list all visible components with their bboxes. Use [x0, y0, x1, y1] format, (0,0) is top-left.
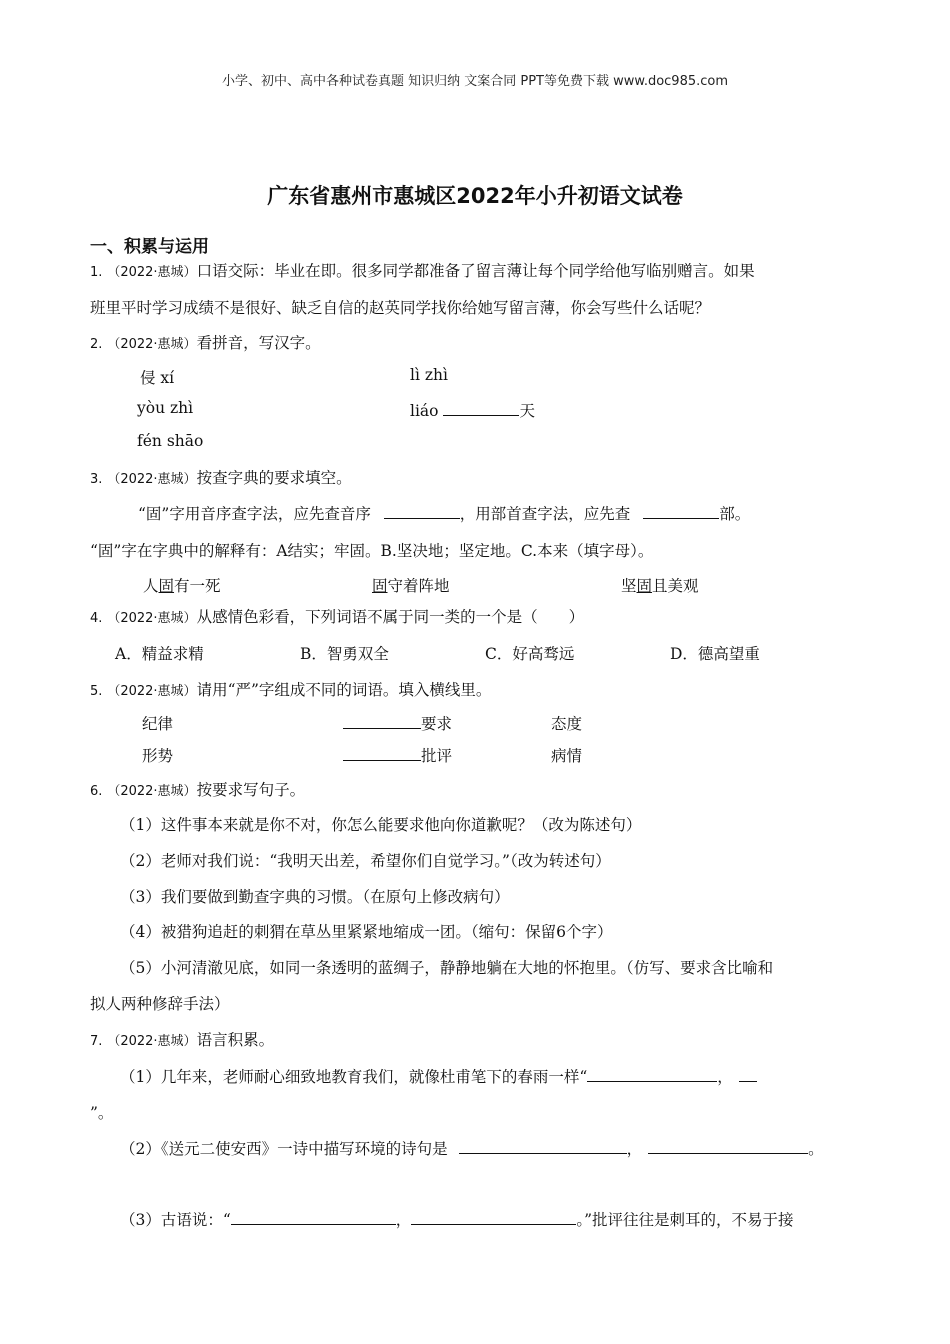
question-5: [90, 678, 491, 700]
answer-blank[interactable]: [587, 1067, 717, 1082]
q6-sub-5: （5）小河清澈见底，如同一条透明的蓝绸子，静静地躺在大地的怀抱里。（仿写、要求含比喻和: [120, 959, 774, 977]
q3-word-2: [372, 574, 450, 596]
pinyin-item: fén shāo: [137, 432, 204, 450]
q7-p3: （3）古语说：“: [120, 1211, 231, 1229]
q4-text: 从感情色彩看，下列词语不属于同一类的一个是（ ）: [196, 608, 585, 626]
yan-word: 态度: [551, 715, 583, 733]
q2-number: 2.: [90, 337, 103, 352]
page-title: 广东省惠州市惠城区2022年小升初语文试卷: [267, 184, 683, 208]
w1c: 有一死: [174, 577, 221, 595]
q6-sub-2: （2）老师对我们说：“我明天出差，希望你们自觉学习。”（改为转述句）: [120, 852, 611, 870]
answer-blank[interactable]: [459, 1139, 627, 1154]
w2b: 守着阵地: [387, 577, 450, 595]
q5-number: 5.: [90, 684, 103, 699]
q3-source: （2022·惠城）: [107, 472, 197, 487]
question-6: [90, 778, 305, 800]
yan-word: [343, 744, 452, 766]
question-7: [90, 1028, 274, 1050]
yan-word: [343, 712, 452, 734]
option-c[interactable]: C．好高骛远: [485, 645, 575, 663]
q3-word-1: [143, 574, 221, 596]
q7-sub-1-cont: ”。: [90, 1104, 114, 1122]
q7-text: 语言积累。: [196, 1031, 275, 1049]
q7-p1: （1）几年来，老师耐心细致地教育我们，就像杜甫笔下的春雨一样“: [120, 1068, 588, 1086]
yan-word: 形势: [142, 747, 174, 765]
q6-sub-4: （4）被猎狗追赶的刺猬在草丛里紧紧地缩成一团。（缩句：保留6个字）: [120, 923, 613, 941]
yan-word: 纪律: [142, 715, 174, 733]
answer-blank[interactable]: [343, 714, 421, 729]
pinyin-item: lì zhì: [410, 366, 448, 384]
page-header: 小学、初中、高中各种试卷真题 知识归纳 文案合同 PPT等免费下载 www.doc985.com: [221, 74, 729, 89]
section-heading: 一、积累与运用: [90, 237, 209, 257]
pinyin-item: 侵 xí: [140, 369, 175, 387]
q3-l1a: “固”字用音序查字法，应先查音序: [138, 505, 371, 523]
q3-word-3: [621, 574, 699, 596]
q3-l1b: ，用部首查字法，应先查: [459, 505, 631, 523]
pinyin-liao: liáo: [410, 402, 439, 420]
answer-blank[interactable]: [411, 1210, 576, 1225]
q2-source: （2022·惠城）: [107, 337, 197, 352]
q2-text: 看拼音，写汉字。: [196, 334, 321, 352]
pinyin-item: [410, 399, 535, 421]
q7-source: （2022·惠城）: [107, 1034, 197, 1049]
q1-number: 1.: [90, 265, 103, 280]
q7-p3b: ，: [395, 1211, 412, 1229]
q3-l1c: 部。: [719, 505, 751, 523]
q1-line1: 口语交际：毕业在即。很多同学都准备了留言薄让每个同学给他写临别赠言。如果: [196, 262, 755, 280]
answer-blank[interactable]: [343, 746, 421, 761]
q3-line2: “固”字在字典中的解释有：A结实；牢固。B.坚决地；坚定地。C.本来（填字母）。: [90, 542, 654, 560]
w3b: 固: [636, 577, 653, 595]
w2a: 固: [372, 577, 388, 595]
pinyin-item: yòu zhì: [137, 399, 194, 417]
q4-number: 4.: [90, 611, 103, 626]
question-2: [90, 331, 321, 353]
yan-word: 病情: [551, 747, 583, 765]
answer-blank[interactable]: [384, 504, 460, 519]
answer-blank[interactable]: [231, 1210, 396, 1225]
q1-source: （2022·惠城）: [107, 265, 197, 280]
q7-p3c: 。”批评往往是刺耳的，不易于接: [576, 1211, 794, 1229]
w1a: 人: [143, 577, 159, 595]
q3-text: 按查字典的要求填空。: [196, 469, 352, 487]
option-b[interactable]: B．智勇双全: [300, 645, 389, 663]
q7-p2b: ，: [626, 1140, 643, 1158]
q3-line1: [138, 502, 750, 524]
question-3: [90, 466, 352, 488]
q4-source: （2022·惠城）: [107, 611, 197, 626]
answer-blank[interactable]: [443, 401, 519, 416]
q3-number: 3.: [90, 472, 103, 487]
answer-blank[interactable]: [648, 1139, 808, 1154]
q7-p2c: 。: [808, 1140, 824, 1158]
q7-p1b: ，: [717, 1068, 733, 1086]
answer-blank[interactable]: [643, 504, 719, 519]
question-4: [90, 605, 584, 627]
option-a[interactable]: A．精益求精: [115, 645, 204, 663]
w3a: 坚: [621, 577, 637, 595]
q6-text: 按要求写句子。: [196, 781, 306, 799]
q6-sub-1: （1）这件事本来就是你不对，你怎么能要求他向你道歉呢？（改为陈述句）: [120, 816, 642, 834]
q7-sub-1: [120, 1065, 757, 1087]
yan-word-text: 批评: [421, 747, 453, 765]
q6-number: 6.: [90, 784, 103, 799]
q7-sub-2: [120, 1137, 824, 1159]
q7-sub-3: [120, 1208, 794, 1230]
q5-text: 请用“严”字组成不同的词语。填入横线里。: [196, 681, 492, 699]
q6-source: （2022·惠城）: [107, 784, 197, 799]
q7-p2: （2）《送元二使安西》一诗中描写环境的诗句是: [120, 1140, 448, 1158]
answer-blank[interactable]: [739, 1067, 757, 1082]
yan-word-text: 要求: [421, 715, 453, 733]
pinyin-tian: 天: [519, 402, 535, 420]
q1-line2: 班里平时学习成绩不是很好、缺乏自信的赵英同学找你给她写留言薄，你会写些什么话呢？: [90, 299, 711, 317]
q5-source: （2022·惠城）: [107, 684, 197, 699]
option-d[interactable]: D．德高望重: [670, 645, 760, 663]
q6-sub-3: （3）我们要做到勤查字典的习惯。（在原句上修改病句）: [120, 888, 510, 906]
q7-number: 7.: [90, 1034, 103, 1049]
w3c: 且美观: [652, 577, 699, 595]
question-1: [90, 259, 755, 281]
q6-sub-5-cont: 拟人两种修辞手法）: [90, 995, 230, 1013]
w1b: 固: [158, 577, 175, 595]
